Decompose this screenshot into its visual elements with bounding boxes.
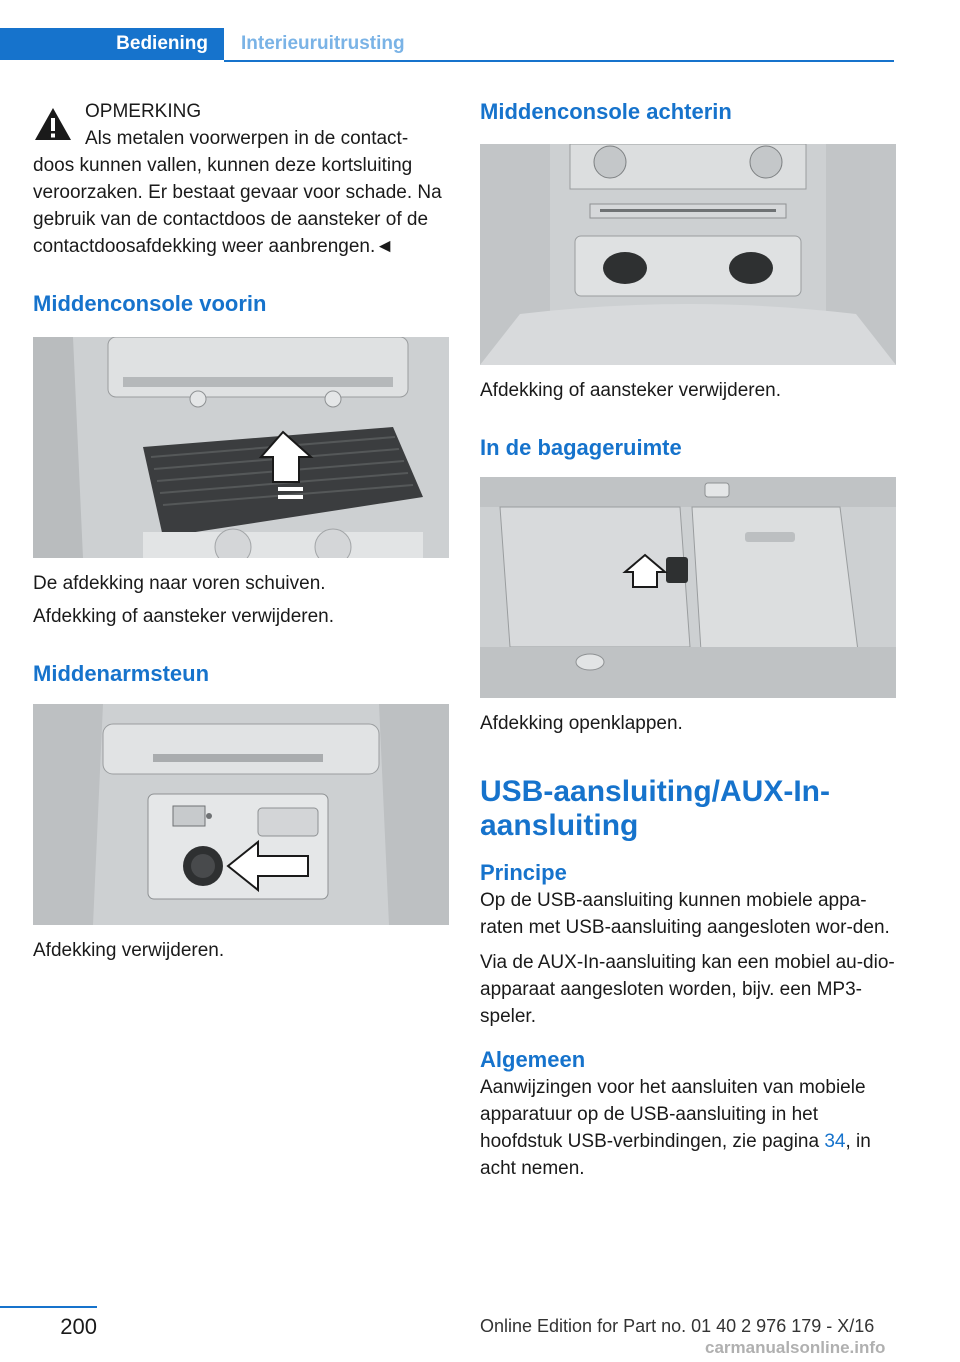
right-column	[480, 98, 896, 1182]
left-column	[33, 98, 449, 964]
note-title: OPMERKING	[85, 101, 202, 122]
section-title-middenconsole-voorin: Middenconsole voorin	[33, 291, 267, 316]
text-afdekking-schuiven: De afdekking naar voren schuiven.	[33, 573, 326, 594]
text-algemeen-before: Aanwijzingen voor het aansluiten van mobiele apparatuur op de USB-aansluiting in het hoofdstuk USB-verbindingen, zie pagina	[480, 1077, 866, 1152]
heading-usb-aux: USB-aansluiting/AUX-In-aansluiting	[480, 775, 830, 842]
section-title-middenarmsteun: Middenarmsteun	[33, 661, 210, 686]
text-rear-afdekking-verwijderen: Afdekking of aansteker verwijderen.	[480, 380, 781, 401]
note-line1: Als metalen voorwerpen in de contact-	[85, 128, 409, 149]
text-principe-2: Via de AUX-In-aansluiting kan een mobiel au-dio-apparaat aangesloten worden, bijv. een MP3-speler.	[480, 952, 895, 1027]
footer-rule	[0, 1306, 97, 1308]
header-bar	[0, 0, 894, 62]
section-title-middenconsole-achterin: Middenconsole achterin	[480, 99, 732, 124]
header-rule	[224, 60, 894, 62]
warning-note	[33, 98, 449, 260]
note-text: doos kunnen vallen, kunnen deze kortsluiting veroorzaken. Er bestaat gevaar voor schade. Na gebruik van de contactdoos de aansteker of de contactdoosafdekking weer aanbrengen.◄	[33, 155, 442, 257]
page-link-34[interactable]: 34	[824, 1131, 846, 1152]
figure-luggage-compartment	[480, 477, 896, 698]
section-title-algemeen: Algemeen	[480, 1047, 586, 1072]
watermark: carmanualsonline.info	[705, 1338, 886, 1357]
text-algemeen-after: , in acht nemen.	[480, 1131, 871, 1179]
text-algemeen	[480, 1074, 896, 1182]
tab-bediening[interactable]: Bediening	[0, 28, 224, 60]
figure-armrest	[33, 704, 449, 925]
figure-front-console	[33, 337, 449, 558]
section-title-principe: Principe	[480, 860, 567, 885]
text-principe-1: Op de USB-aansluiting kunnen mobiele appa-raten met USB-aansluiting aangesloten wor-den.	[480, 890, 890, 938]
footer-edition: Online Edition for Part no. 01 40 2 976 179 - X/16	[480, 1316, 875, 1336]
section-title-bagageruimte: In de bagageruimte	[480, 435, 682, 460]
text-afdekking-verwijderen-2: Afdekking verwijderen.	[33, 940, 225, 961]
tab-interieuruitrusting[interactable]: Interieuruitrusting	[241, 33, 405, 54]
warning-icon	[33, 106, 73, 142]
text-afdekking-openklappen: Afdekking openklappen.	[480, 713, 683, 734]
text-afdekking-verwijderen-1: Afdekking of aansteker verwijderen.	[33, 606, 334, 627]
page-number: 200	[60, 1314, 97, 1339]
figure-rear-console	[480, 144, 896, 365]
